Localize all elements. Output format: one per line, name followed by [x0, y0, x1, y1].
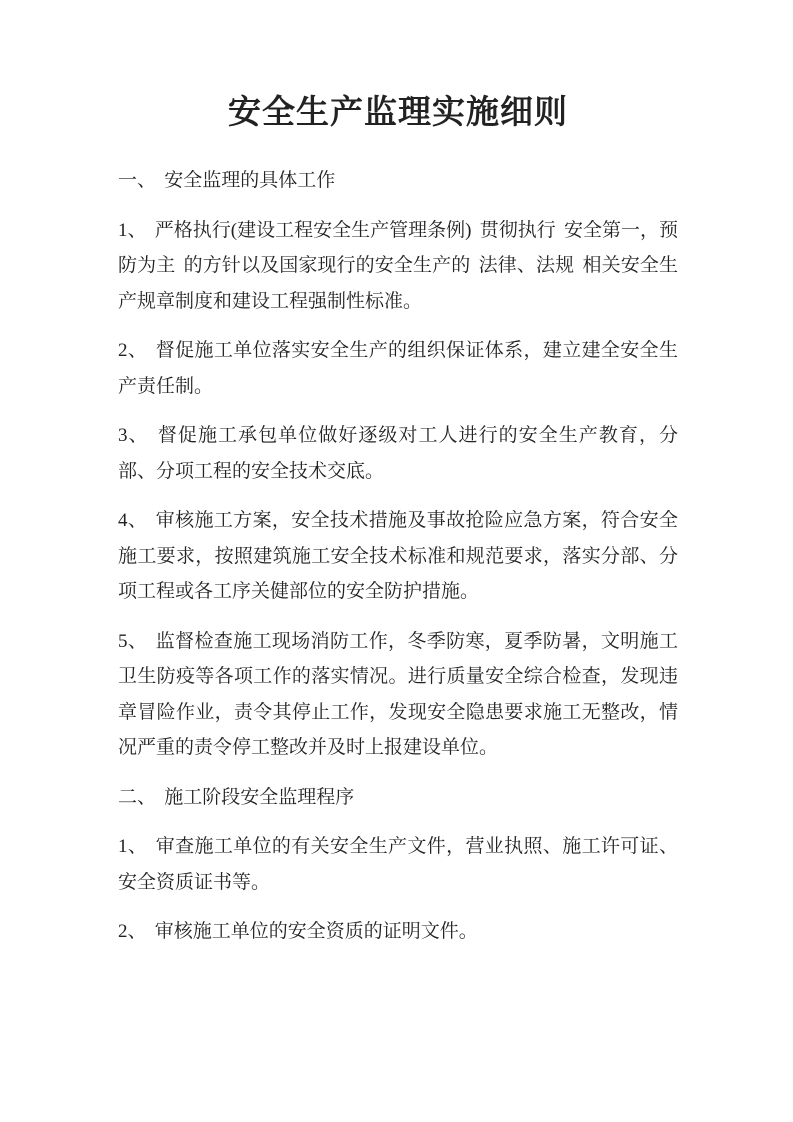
section-1-item-4: 4、 审核施工方案，安全技术措施及事故抢险应急方案，符合安全施工要求，按照建筑施工安全技术标准和规范要求，落实分部、分项工程或各工序关健部位的安全防护措施。 — [118, 510, 678, 602]
section-2-item-1: 1、 审查施工单位的有关安全生产文件，营业执照、施工许可证、安全资质证书等。 — [118, 836, 678, 893]
section-1-item-2: 2、 督促施工单位落实安全生产的组织保证体系，建立建全安全生产责任制。 — [118, 340, 678, 397]
document-title: 安全生产监理实施细则 — [228, 95, 568, 131]
section-1-item-3: 3、 督促施工承包单位做好逐级对工人进行的安全生产教育，分部、分项工程的安全技术交底。 — [118, 425, 678, 482]
section-1-item-1: 1、 严格执行(建设工程安全生产管理条例) 贯彻执行 安全第一，预防为主 的方针以及国家现行的安全生产的 法律、法规 相关安全生产规章制度和建设工程强制性标准。 — [118, 219, 678, 312]
section-1-heading: 一、 安全监理的具体工作 — [118, 170, 336, 191]
section-2-item-2: 2、 审核施工单位的安全资质的证明文件。 — [118, 921, 478, 942]
section-1-item-5: 5、 监督检查施工现场消防工作，冬季防寒，夏季防暑，文明施工卫生防疫等各项工作的落实情况。进行质量安全综合检查，发现违章冒险作业，责令其停止工作，发现安全隐患要求施工无整改，情况严重的责令停工整改并及时上报建设单位。 — [118, 630, 678, 758]
section-2-heading: 二、 施工阶段安全监理程序 — [118, 786, 355, 808]
